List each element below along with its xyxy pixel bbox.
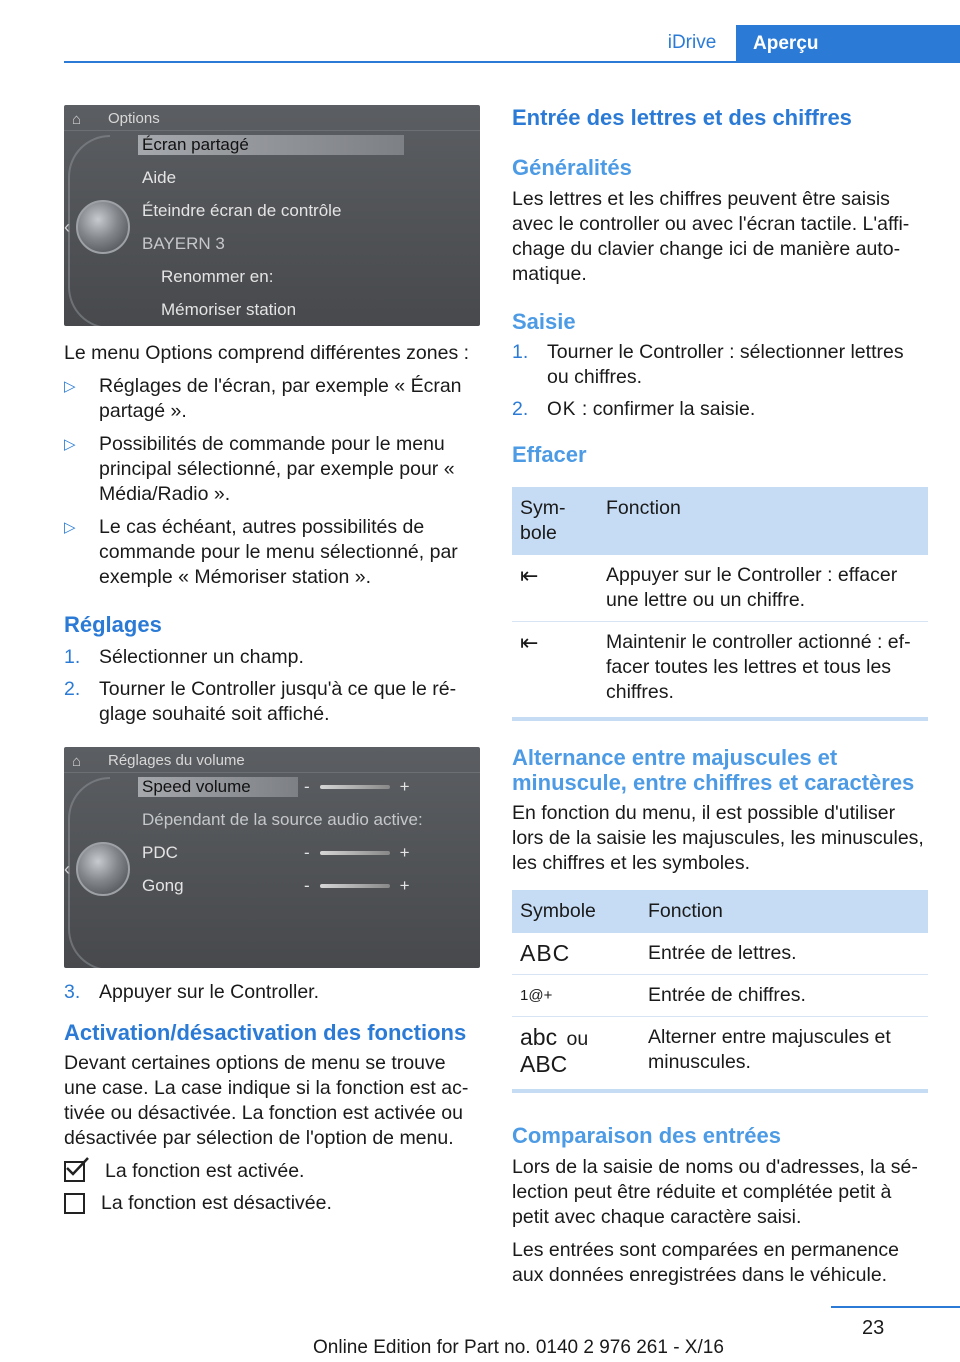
setting-item: PDC bbox=[142, 843, 178, 862]
list-item: 1. Sélectionner un champ. bbox=[64, 646, 304, 668]
table-row: 1@+ Entrée de chiffres. bbox=[512, 975, 928, 1017]
page-number: 23 bbox=[862, 1317, 885, 1339]
list-item: 1. Tourner le Controller : sélectionner lettres ou chiffres. bbox=[512, 341, 904, 388]
setting-item: Speed volume bbox=[138, 777, 298, 797]
setting-item: Dépendant de la source audio active: bbox=[142, 810, 423, 829]
table-row: abc ou ABC Alterner entre majuscules et minuscules. bbox=[512, 1017, 928, 1092]
header-chapter: Aperçu bbox=[736, 25, 960, 63]
numbers-symbols-icon: 1@+ bbox=[512, 975, 640, 1017]
alternance-text: En fonction du menu, il est possible d'utiliser lors de la saisie les majuscules, les minuscules, les chiffres et les symboles. bbox=[512, 802, 924, 874]
comparaison-text-1: Lors de la saisie de noms ou d'adresses, la sélection peut être réduite et complétée petit à petit avec chaque caractère saisi. bbox=[512, 1156, 918, 1228]
symbol-table bbox=[512, 890, 928, 1093]
delete-icon: ⇤ bbox=[512, 622, 598, 720]
option-item: Écran partagé bbox=[138, 135, 404, 155]
checked-box-icon bbox=[64, 1161, 85, 1182]
home-icon: ⌂ bbox=[72, 111, 82, 128]
reglages-steps bbox=[64, 645, 480, 727]
gong-slider: - + bbox=[304, 876, 410, 895]
left-column bbox=[64, 105, 480, 1216]
table-row: ⇤ Maintenir le controller actionné : effacer toutes les lettres et tous les chiffres. bbox=[512, 622, 928, 720]
list-item: 2. OK : confirmer la saisie. bbox=[512, 398, 756, 420]
ok-icon: OK bbox=[547, 399, 577, 420]
options-screenshot bbox=[64, 105, 480, 326]
option-item: Mémoriser station bbox=[161, 300, 297, 319]
saisie-heading: Saisie bbox=[512, 309, 576, 334]
activation-heading: Activation/désactivation des fonctions bbox=[64, 1020, 467, 1045]
effacer-table bbox=[512, 487, 928, 721]
checked-legend: La fonction est activée. bbox=[64, 1159, 480, 1184]
general-heading: Généralités bbox=[512, 155, 632, 180]
header-rule bbox=[64, 61, 960, 63]
table-header: Symbole bbox=[512, 487, 598, 555]
back-arrow-icon: ‹ bbox=[64, 217, 70, 237]
list-item: ▷ Possibilités de commande pour le menu principal sélectionné, par exemple pour « Média/Radio ». bbox=[64, 433, 455, 505]
bullet-triangle-icon: ▷ bbox=[64, 436, 76, 453]
uppercase-icon: ABC bbox=[520, 1051, 568, 1077]
table-row: ABC Entrée de lettres. bbox=[512, 933, 928, 975]
table-header: Fonction bbox=[598, 487, 928, 555]
home-icon: ⌂ bbox=[72, 753, 82, 770]
list-item: ▷ Réglages de l'écran, par exemple « Écran partagé ». bbox=[64, 375, 462, 422]
footer-rule bbox=[831, 1306, 960, 1308]
list-item: ▷ Le cas échéant, autres possibilités de commande pour le menu sélectionné, par exemple « Mémoriser station ». bbox=[64, 516, 458, 588]
option-item: Aide bbox=[142, 168, 177, 187]
bullet-triangle-icon: ▷ bbox=[64, 378, 76, 395]
back-arrow-icon: ‹ bbox=[64, 859, 70, 879]
saisie-steps bbox=[512, 340, 928, 422]
bullet-triangle-icon: ▷ bbox=[64, 519, 76, 536]
volume-screenshot bbox=[64, 747, 480, 968]
activation-text: Devant certaines options de menu se trouve une case. La case indique si la fonction est activée ou désactivée. La fonction est activée ou désactivée par sélection de l'option de menu. bbox=[64, 1052, 469, 1149]
header-section: iDrive bbox=[667, 32, 717, 53]
edition-note: Online Edition for Part no. 0140 2 976 261 - X/16 bbox=[313, 1337, 724, 1358]
table-header: Symbole bbox=[512, 890, 640, 933]
lowercase-icon: abc bbox=[520, 1024, 558, 1050]
volume-slider: - + bbox=[304, 777, 410, 796]
table-row: ⇤ Appuyer sur le Controller : effacer une lettre ou un chiffre. bbox=[512, 555, 928, 622]
uppercase-icon: ABC bbox=[512, 933, 640, 975]
unchecked-legend: La fonction est désactivée. bbox=[64, 1191, 480, 1216]
option-item: Renommer en: bbox=[161, 267, 274, 286]
alternance-heading: Alternance entre majuscules et minuscule, entre chiffres et caractères bbox=[512, 745, 915, 795]
option-item: Éteindre écran de contrôle bbox=[142, 201, 342, 220]
effacer-heading: Effacer bbox=[512, 442, 587, 467]
reglages-heading: Réglages bbox=[64, 612, 162, 637]
controller-knob-icon bbox=[76, 842, 130, 896]
comparaison-text-2: Les entrées sont comparées en permanence aux données enregistrées dans le véhicule. bbox=[512, 1239, 899, 1286]
general-text: Les lettres et les chiffres peuvent être saisis avec le controller ou avec l'écran tactile. L'affichage du clavier change ici de manière automatique. bbox=[512, 188, 910, 285]
comparaison-heading: Comparaison des entrées bbox=[512, 1123, 781, 1148]
right-column bbox=[512, 105, 928, 1288]
setting-item: Gong bbox=[142, 876, 184, 895]
delete-icon: ⇤ bbox=[512, 555, 598, 622]
controller-knob-icon bbox=[76, 200, 130, 254]
table-header: Fonction bbox=[640, 890, 928, 933]
reglages-step-3 bbox=[64, 980, 480, 1005]
option-item: BAYERN 3 bbox=[142, 234, 225, 253]
screen-title: Options bbox=[108, 110, 160, 127]
list-item: 2. Tourner le Controller jusqu'à ce que le réglage souhaité soit affiché. bbox=[64, 678, 457, 725]
unchecked-box-icon bbox=[64, 1193, 85, 1214]
screen-title: Réglages du volume bbox=[108, 752, 245, 769]
intro-text: Le menu Options comprend différentes zones : bbox=[64, 342, 470, 364]
main-heading: Entrée des lettres et des chiffres bbox=[512, 105, 852, 130]
pdc-slider: - + bbox=[304, 843, 410, 862]
list-item: 3. Appuyer sur le Controller. bbox=[64, 981, 320, 1003]
options-bullet-list bbox=[64, 374, 480, 590]
